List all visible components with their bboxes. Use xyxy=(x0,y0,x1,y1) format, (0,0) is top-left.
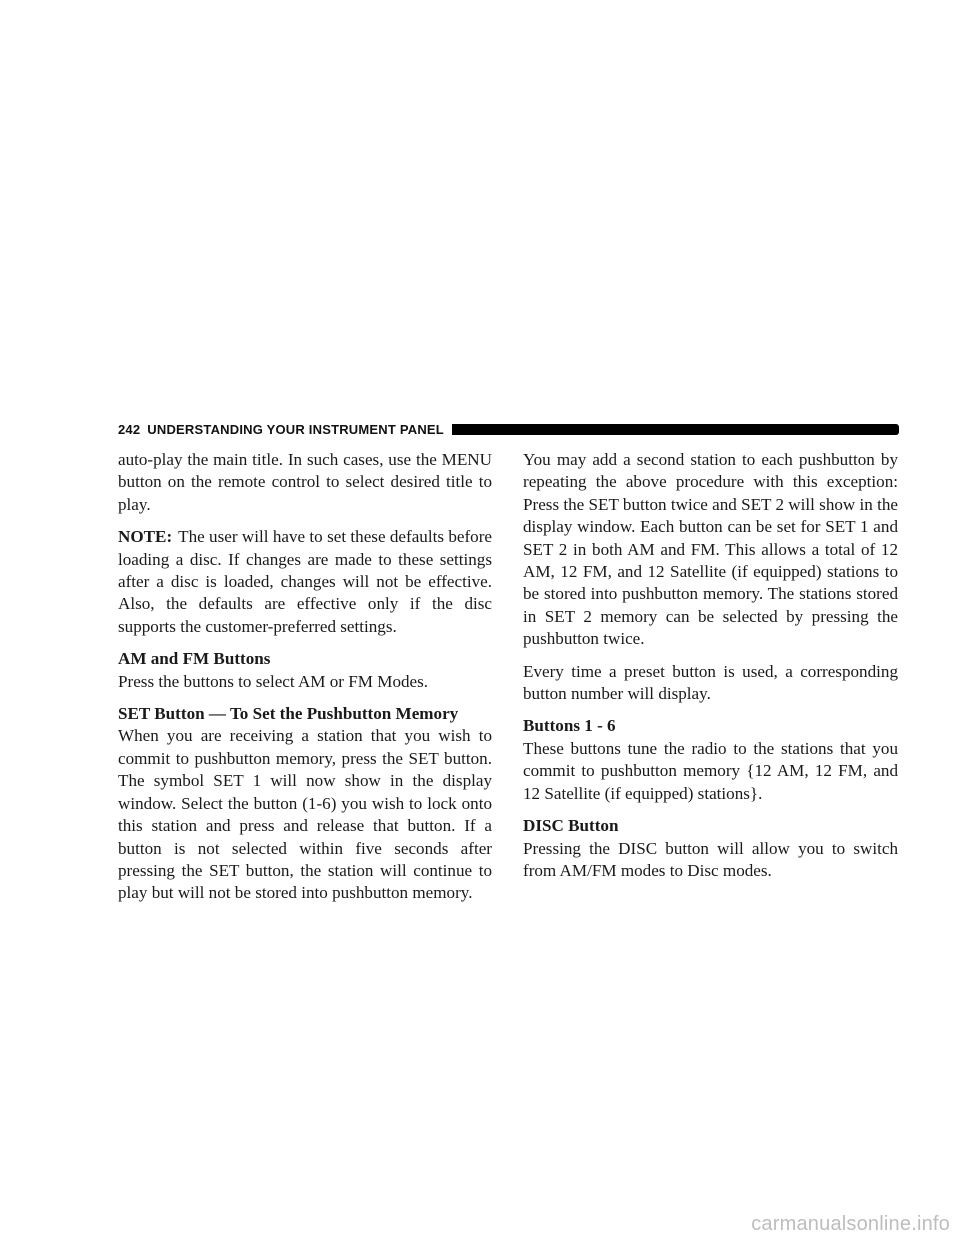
page-number: 242 xyxy=(118,421,141,437)
intro-paragraph: auto-play the main title. In such cases, use the MENU button on the remote control to select desired title to play. xyxy=(118,450,492,514)
header-rule xyxy=(452,424,899,435)
disc-heading: DISC Button xyxy=(523,816,619,836)
disc-section xyxy=(523,815,898,882)
buttons-heading: Buttons 1 - 6 xyxy=(523,716,616,736)
watermark-text: carmanualsonline.info xyxy=(751,1213,950,1235)
am-fm-section xyxy=(118,648,492,693)
section-title: UNDERSTANDING YOUR INSTRUMENT PANEL xyxy=(147,421,444,437)
buttons-text: These buttons tune the radio to the stations that you commit to pushbutton memory {12 AM, 12 FM, and 12 Satellite (if equipped) stations}. xyxy=(523,738,898,803)
second-station-paragraph: You may add a second station to each pushbutton by repeating the above procedure with this exception: Press the SET button twice and SET 2 will show in the display window. Each button can be set for SET 1 and SET 2 in both AM and FM. This allows a total of 12 AM, 12 FM, and 12 Satellite (if equipped) stations to be stored into pushbutton memory. The stations stored in SET 2 memory can be selected by pressing the pushbutton twice. xyxy=(523,450,898,649)
right-column xyxy=(523,449,898,892)
set-heading: SET Button — To Set the Pushbutton Memory xyxy=(118,704,459,724)
buttons-section xyxy=(523,715,898,805)
preset-paragraph: Every time a preset button is used, a corresponding button number will display. xyxy=(523,661,898,704)
note-text: The user will have to set these defaults before loading a disc. If changes are made to these settings after a disc is loaded, changes will not be effective. Also, the defaults are effective only if the disc supports the customer-preferred settings. xyxy=(118,527,492,636)
set-section xyxy=(118,703,492,905)
note-label: NOTE: xyxy=(118,527,173,547)
disc-text: Pressing the DISC button will allow you to switch from AM/FM modes to Disc modes. xyxy=(523,838,898,880)
page-header xyxy=(118,422,899,436)
left-column xyxy=(118,449,492,915)
set-text: When you are receiving a station that you wish to commit to pushbutton memory, press the SET button. The symbol SET 1 will now show in the display window. Select the button (1-6) you wish to lock onto this station and press and release that button. If a button is not selected within five seconds after pressing the SET button, the station will continue to play but will not be stored into pushbutton memory. xyxy=(118,726,492,903)
am-fm-heading: AM and FM Buttons xyxy=(118,649,271,669)
note-paragraph xyxy=(118,526,492,638)
am-fm-text: Press the buttons to select AM or FM Modes. xyxy=(118,671,429,691)
